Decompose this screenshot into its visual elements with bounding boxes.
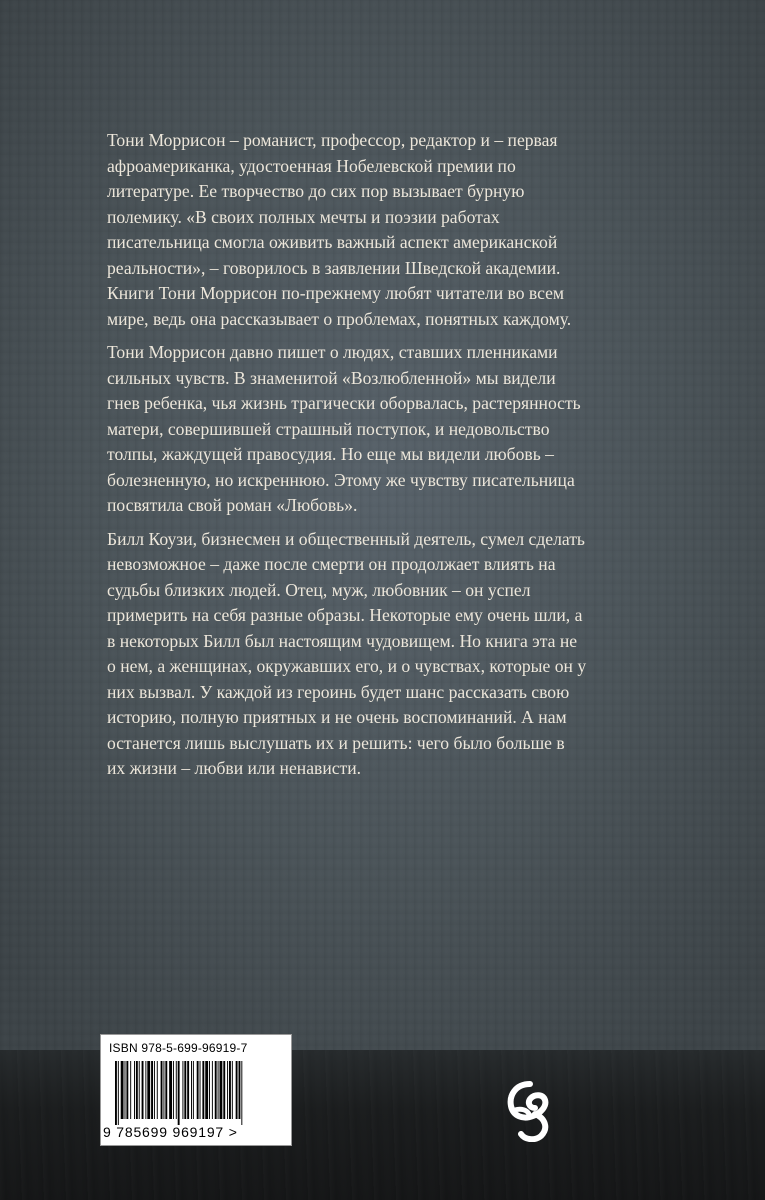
- barcode-bar: [126, 1061, 128, 1119]
- publisher-logo-icon: [505, 1080, 555, 1142]
- barcode-bar: [239, 1061, 241, 1119]
- barcode-bar: [154, 1061, 155, 1119]
- barcode-bar: [136, 1061, 138, 1119]
- barcode-bar: [218, 1061, 219, 1119]
- barcode-bar: [184, 1061, 186, 1119]
- barcode-bar: [147, 1061, 150, 1119]
- barcode-bar: [197, 1061, 199, 1119]
- barcode-bar: [115, 1061, 117, 1125]
- barcode-bar: [173, 1061, 174, 1119]
- barcode-bar: [151, 1061, 153, 1119]
- barcode-bars: [115, 1061, 277, 1125]
- barcode-bar: [139, 1061, 140, 1119]
- barcode-bar: [161, 1061, 163, 1119]
- barcode-bar: [215, 1061, 217, 1119]
- barcode-bar: [212, 1061, 213, 1119]
- barcode-bar: [202, 1061, 204, 1119]
- barcode-bar: [232, 1061, 233, 1119]
- barcode-bar: [118, 1061, 119, 1125]
- blurb-paragraph-2: Тони Моррисон давно пишет о людях, ставших пленниками сильных чувств. В знаменитой «Возлюбленной» мы видели гнев ребенка, чья жизнь трагически оборвалась, растерянность матери, совершившей страшный поступок, и недовольство толпы, жаждущей правосудия. Но еще мы видели любовь – болезненную, но искреннюю. Этому же чувству писательница посвятила свой роман «Любовь».: [107, 342, 581, 515]
- barcode-bar: [165, 1061, 167, 1119]
- isbn-barcode: [100, 1034, 292, 1146]
- isbn-label: ISBN 978-5-699-96919-7: [109, 1041, 248, 1055]
- barcode-bar: [182, 1061, 183, 1119]
- barcode-bar: [145, 1061, 146, 1119]
- barcode-bar: [227, 1061, 228, 1119]
- barcode-bar: [176, 1061, 177, 1119]
- barcode-bar: [157, 1061, 158, 1119]
- barcode-bar: [163, 1061, 164, 1119]
- barcode-bar: [142, 1061, 144, 1119]
- barcode-bar: [241, 1061, 242, 1125]
- barcode-bar: [205, 1061, 208, 1119]
- barcode-bar: [178, 1061, 180, 1125]
- book-blurb: [107, 128, 587, 790]
- barcode-bar: [209, 1061, 210, 1119]
- barcode-bar: [187, 1061, 189, 1119]
- barcode-bar: [220, 1061, 223, 1119]
- barcode-bar: [193, 1061, 194, 1119]
- barcode-bar: [229, 1061, 231, 1119]
- barcode-bar: [169, 1061, 172, 1119]
- blurb-paragraph-1: Тони Моррисон – романист, профессор, редактор и – первая афроамериканка, удостоенная Нобелевской премии по литературе. Ее творчество до сих пор вызывает бурную полемику. «В своих полных мечты и поэзии работах писательница смогла оживить важный аспект американской реальности», – говорилось в заявлении Шведской академии. Книги Тони Моррисон по-прежнему любят читатели во всем мире, ведь она рассказывает о проблемах, понятных каждому.: [107, 130, 572, 329]
- barcode-bar: [200, 1061, 201, 1119]
- barcode-bar: [125, 1061, 126, 1119]
- blurb-paragraph-3: Билл Коузи, бизнесмен и общественный деятель, сумел сделать невозможное – даже после смерти он продолжает влиять на судьбы близких людей. Отец, муж, любовник – он успел примерить на себя разные образы. Некоторые ему очень шли, а в некоторых Билл был настоящим чудовищем. Но книга эта не о нем, а женщинах, окружавших его, и о чувствах, которые он у них вызвал. У каждой из героинь будет шанс рассказать свою историю, полную приятных и не очень воспоминаний. А нам останется лишь выслушать их и решить: чего было больше в их жизни – любви или ненависти.: [107, 528, 587, 778]
- barcode-bar: [223, 1061, 225, 1119]
- barcode-bar: [191, 1061, 192, 1119]
- barcode-bar: [130, 1061, 131, 1119]
- barcode-bar: [236, 1061, 238, 1119]
- barcode-bar: [134, 1061, 135, 1119]
- barcode-bar: [121, 1061, 124, 1119]
- barcode-digits: 9 785699 969197 >: [103, 1124, 238, 1140]
